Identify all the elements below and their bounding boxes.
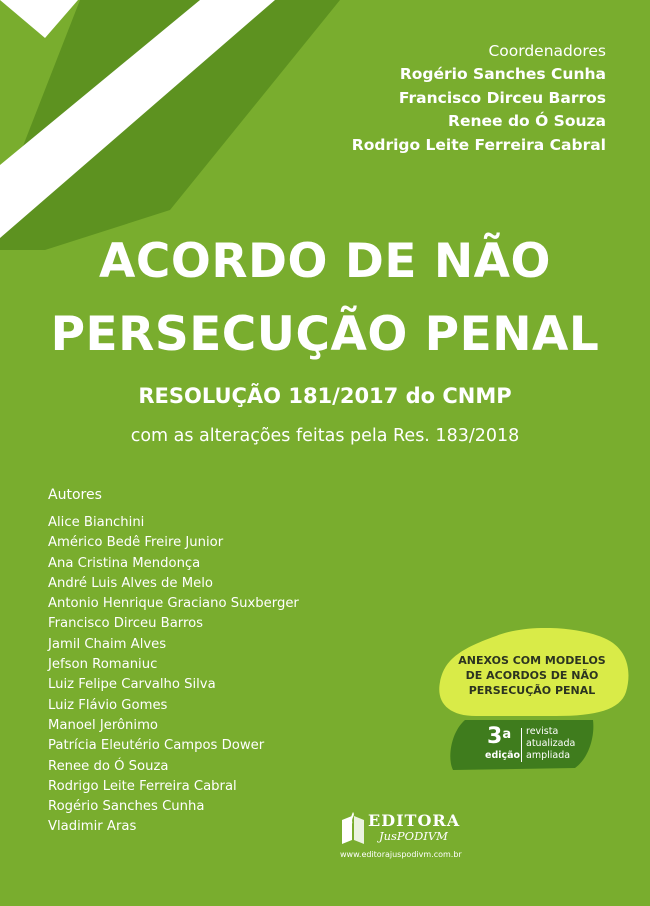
corner-stripes-decoration — [0, 0, 340, 250]
book-title-line-1: ACORDO DE NÃO — [99, 234, 551, 289]
coordinator-name: Francisco Dirceu Barros — [398, 88, 606, 107]
coordinators-heading: Coordenadores — [488, 42, 606, 60]
author-name: Américo Bedê Freire Junior — [48, 535, 224, 551]
book-flame-logo-icon — [340, 810, 366, 846]
white-corner-triangle — [0, 0, 78, 38]
coordinator-name: Rogério Sanches Cunha — [399, 65, 606, 83]
authors-heading: Autores — [48, 487, 102, 503]
author-name: Ana Cristina Mendonça — [48, 555, 201, 571]
annex-badge-text — [448, 653, 616, 698]
author-name: Rodrigo Leite Ferreira Cabral — [48, 778, 237, 794]
publisher-url: www.editorajuspodivm.com.br — [340, 850, 462, 859]
coordinator-name: Rodrigo Leite Ferreira Cabral — [351, 135, 606, 154]
badge-line: PERSECUÇÃO PENAL — [468, 684, 596, 697]
book-title-line-2: PERSECUÇÃO PENAL — [50, 307, 600, 362]
author-name: Antonio Henrique Graciano Suxberger — [48, 596, 299, 612]
author-name: Renee do Ó Souza — [48, 758, 169, 774]
book-subtitle-secondary: com as alterações feitas pela Res. 183/2018 — [130, 426, 520, 446]
edition-label: edição — [485, 750, 521, 761]
author-name: Alice Bianchini — [48, 515, 145, 530]
coordinators-block — [352, 40, 606, 157]
edition-detail: atualizada — [526, 738, 576, 749]
publisher-name: EDITORA — [368, 811, 461, 830]
edition-details — [526, 726, 575, 762]
author-name: Francisco Dirceu Barros — [48, 616, 204, 632]
publisher-subname: JusPODIVM — [379, 829, 448, 843]
authors-block — [48, 485, 299, 838]
author-name: André Luis Alves de Melo — [48, 575, 213, 591]
edition-number: 3$^a$ — [487, 724, 512, 749]
author-name: Jefson Romaniuc — [48, 657, 158, 673]
badge-line: ANEXOS COM MODELOS — [458, 654, 606, 667]
book-subtitle: RESOLUÇÃO 181/2017 do CNMP — [138, 384, 512, 408]
author-name: Manoel Jerônimo — [48, 717, 158, 733]
badge-line: DE ACORDOS DE NÃO — [465, 669, 599, 682]
edition-badge-shape — [443, 716, 603, 774]
author-name: Rogério Sanches Cunha — [48, 799, 205, 815]
edition-detail: revista — [526, 726, 559, 737]
author-name: Patrícia Eleutério Campos Dower — [48, 738, 265, 754]
coordinator-name: Renee do Ó Souza — [448, 112, 606, 130]
author-name: Vladimir Aras — [48, 819, 137, 835]
edition-ordinal: a — [502, 727, 512, 742]
author-name: Jamil Chaim Alves — [48, 636, 167, 652]
publisher-block — [338, 808, 478, 864]
author-name: Luiz Flávio Gomes — [48, 697, 168, 713]
author-name: Luiz Felipe Carvalho Silva — [48, 677, 216, 693]
edition-divider — [521, 728, 522, 762]
edition-detail: ampliada — [526, 750, 571, 761]
